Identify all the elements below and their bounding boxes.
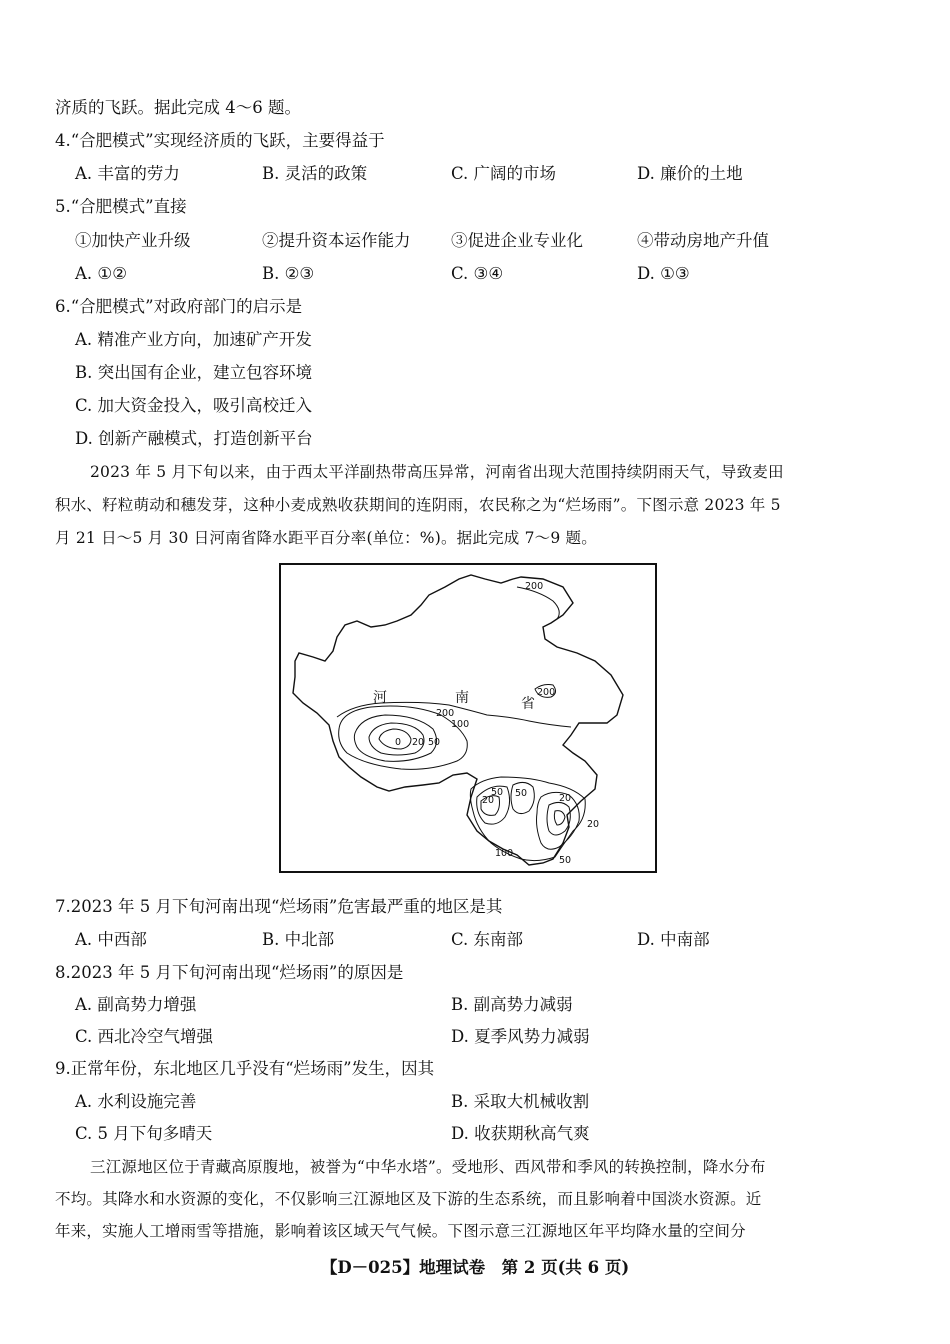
question-9-option-c: C. 5 月下旬多晴天 [75, 1124, 213, 1143]
province-label-sheng: 省 [521, 696, 535, 712]
question-7-option-b: B. 中北部 [262, 930, 335, 949]
passage-3-line-3: 年来，实施人工增雨雪等措施，影响着该区域天气气候。下图示意三江源地区年平均降水量的空间分 [55, 1222, 746, 1240]
page-footer: 【D－025】地理试卷 第 2 页(共 6 页) [320, 1258, 630, 1277]
contour-20-south-right [547, 802, 570, 835]
question-4-stem: 4.“合肥模式”实现经济质的飞跃，主要得益于 [55, 131, 385, 150]
contour-label: 50 [491, 787, 504, 798]
question-8-option-b: B. 副高势力减弱 [451, 995, 573, 1014]
contour-50-south-right [537, 792, 580, 849]
question-6-option-b: B. 突出国有企业，建立包容环境 [75, 363, 313, 382]
question-5-item-1: ①加快产业升级 [75, 231, 191, 250]
question-5-option-b: B. ②③ [262, 264, 315, 283]
contour-label: 50 [428, 737, 441, 748]
contour-label: 100 [495, 848, 514, 859]
question-4-option-c: C. 广阔的市场 [451, 164, 557, 183]
passage-tail: 济质的飞跃。据此完成 4～6 题。 [55, 98, 301, 117]
question-5-item-2: ②提升资本运作能力 [262, 231, 411, 250]
contour-label: 0 [395, 737, 402, 748]
province-label-nan: 南 [455, 690, 469, 706]
question-5-option-d: D. ①③ [637, 264, 690, 283]
question-4-option-b: B. 灵活的政策 [262, 164, 368, 183]
province-label-he: 河 [373, 690, 387, 706]
question-5-stem: 5.“合肥模式”直接 [55, 197, 187, 216]
contour-label: 100 [451, 719, 470, 730]
question-8-option-d: D. 夏季风势力减弱 [451, 1027, 590, 1046]
passage-3-line-1: 三江源地区位于青藏高原腹地，被誉为“中华水塔”。受地形、西风带和季风的转换控制，降水分布 [90, 1158, 766, 1176]
question-5-item-3: ③促进企业专业化 [451, 231, 583, 250]
contour-label: 20 [482, 795, 495, 806]
passage-3-line-2: 不均。其降水和水资源的变化，不仅影响三江源地区及下游的生态系统，而且影响着中国淡水资源。近 [55, 1190, 762, 1208]
question-5-option-a: A. ①② [75, 264, 127, 283]
question-6-stem: 6.“合肥模式”对政府部门的启示是 [55, 297, 303, 316]
question-6-option-d: D. 创新产融模式，打造创新平台 [75, 429, 313, 448]
passage-2-line-3: 月 21 日～5 月 30 日河南省降水距平百分率(单位：%)。据此完成 7～9 题。 [55, 529, 597, 547]
contour-0-south-right [554, 811, 565, 825]
question-7-option-c: C. 东南部 [451, 930, 524, 949]
contour-label: 200 [525, 581, 544, 592]
henan-precipitation-anomaly-map [279, 563, 657, 873]
contour-label: 200 [436, 708, 455, 719]
contour-label: 20 [559, 793, 572, 804]
question-5-item-4: ④带动房地产升值 [637, 231, 769, 250]
question-9-option-d: D. 收获期秋高气爽 [451, 1124, 590, 1143]
contour-label: 20 [412, 737, 425, 748]
question-9-option-a: A. 水利设施完善 [75, 1092, 197, 1111]
question-7-option-a: A. 中西部 [75, 930, 147, 949]
question-4-option-d: D. 廉价的土地 [637, 164, 743, 183]
contour-label: 50 [559, 855, 572, 866]
question-7-option-d: D. 中南部 [637, 930, 710, 949]
passage-2-line-2: 积水、籽粒萌动和穗发芽，这种小麦成熟收获期间的连阴雨，农民称之为“烂场雨”。下图示意 2023 年 5 [55, 496, 781, 514]
contour-label: 20 [587, 819, 600, 830]
contour-label: 200 [537, 687, 556, 698]
map-svg [281, 565, 655, 871]
passage-2-line-1: 2023 年 5 月下旬以来，由于西太平洋副热带高压异常，河南省出现大范围持续阴雨天气，导致麦田 [90, 463, 784, 481]
contour-label: 50 [515, 788, 528, 799]
question-8-option-a: A. 副高势力增强 [75, 995, 197, 1014]
question-8-option-c: C. 西北冷空气增强 [75, 1027, 214, 1046]
question-6-option-c: C. 加大资金投入，吸引高校迁入 [75, 396, 313, 415]
question-7-stem: 7.2023 年 5 月下旬河南出现“烂场雨”危害最严重的地区是其 [55, 897, 503, 916]
question-5-option-c: C. ③④ [451, 264, 504, 283]
question-9-stem: 9.正常年份，东北地区几乎没有“烂场雨”发生，因其 [55, 1059, 435, 1078]
question-9-option-b: B. 采取大机械收割 [451, 1092, 590, 1111]
question-4-option-a: A. 丰富的劳力 [75, 164, 180, 183]
question-8-stem: 8.2023 年 5 月下旬河南出现“烂场雨”的原因是 [55, 963, 404, 982]
question-6-option-a: A. 精准产业方向，加速矿产开发 [75, 330, 312, 349]
